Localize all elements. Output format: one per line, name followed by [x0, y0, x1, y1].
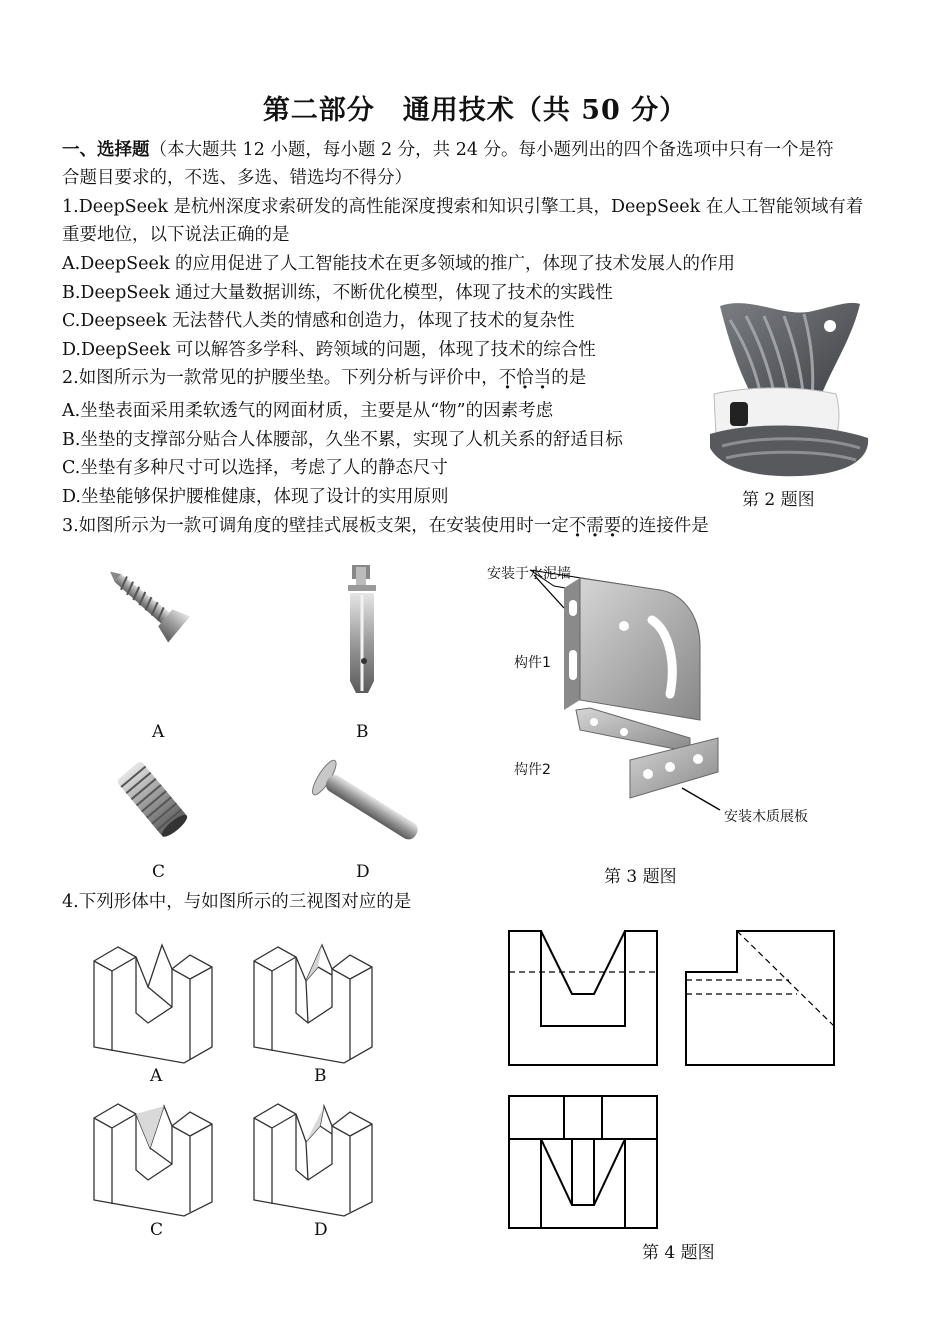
- q3-label-a: A: [152, 722, 165, 742]
- q3-label-b: B: [356, 722, 369, 742]
- q2-emphasis-2: 恰: [516, 368, 534, 388]
- q3-set-screw-image: [112, 758, 192, 840]
- q2-stem-pre: 2.如图所示为一款常见的护腰坐垫。下列分析与评价中，: [62, 368, 499, 388]
- q2-emphasis-1: 不: [498, 368, 517, 388]
- q4-side-view: [685, 930, 835, 1066]
- q1-stem-line1: 1.DeepSeek 是杭州深度求索研发的高性能深度搜索和知识引擎工具，DeepSeek 在人工智能领域有着: [62, 197, 864, 217]
- q3-stem-pre: 3.如图所示为一款可调角度的壁挂式展板支架，在安装使用时一定: [62, 516, 569, 536]
- q3-callout-part1: 构件1: [514, 655, 551, 671]
- q4-label-d: D: [314, 1220, 328, 1240]
- q3-label-d: D: [356, 862, 370, 882]
- section-note-line2: 合题目要求的，不选、多选、错选均不得分）: [62, 168, 412, 188]
- q2-figure-caption: 第 2 题图: [742, 490, 815, 510]
- q3-screw-image: [100, 560, 200, 650]
- q3-callout-part2: 构件2: [514, 762, 551, 778]
- q4-figure-caption: 第 4 题图: [642, 1243, 715, 1263]
- q3-figure-caption: 第 3 题图: [604, 867, 677, 887]
- q3-emphasis-3: 要: [603, 516, 622, 536]
- q1-option-c: C.Deepseek 无法替代人类的情感和创造力，体现了技术的复杂性: [62, 311, 575, 331]
- q2-option-a: A.坐垫表面采用柔软透气的网面材质，主要是从“物”的因素考虑: [62, 401, 554, 421]
- q2-stem: [62, 364, 586, 392]
- q3-stem-post: 的连接件是: [621, 516, 709, 536]
- q3-label-c: C: [152, 862, 166, 882]
- q1-option-d: D.DeepSeek 可以解答多学科、跨领域的问题，体现了技术的综合性: [62, 340, 596, 360]
- q1-option-a: A.DeepSeek 的应用促进了人工智能技术在更多领域的推广，体现了技术发展人的作用: [62, 254, 736, 274]
- q2-emphasis-3: 当: [533, 368, 552, 388]
- q3-rivet-image: [305, 758, 430, 848]
- q4-option-c-solid: [88, 1092, 218, 1217]
- q3-callout-wall: 安装于水泥墙: [487, 566, 571, 582]
- q2-cushion-image: [700, 298, 875, 483]
- q4-front-view: [508, 930, 658, 1066]
- page-title: 第二部分 通用技术（共 50 分）: [262, 95, 688, 126]
- q4-option-b-solid: [248, 935, 378, 1065]
- q3-emphasis-1: 不: [568, 516, 587, 536]
- q4-option-d-solid: [248, 1092, 378, 1217]
- q1-option-b: B.DeepSeek 通过大量数据训练，不断优化模型，体现了技术的实践性: [62, 283, 613, 303]
- section-instructions: [62, 136, 834, 164]
- section-heading: 一、选择题: [62, 140, 150, 160]
- section-note-line1: （本大题共 12 小题，每小题 2 分，共 24 分。每小题列出的四个备选项中只有一个是符: [149, 140, 834, 160]
- q4-top-view: [508, 1095, 658, 1229]
- q3-stem: [62, 512, 709, 540]
- q2-stem-post: 的是: [551, 368, 587, 388]
- q4-label-a: A: [150, 1066, 163, 1086]
- q2-option-d: D.坐垫能够保护腰椎健康，体现了设计的实用原则: [62, 487, 449, 507]
- q2-option-c: C.坐垫有多种尺寸可以选择，考虑了人的静态尺寸: [62, 458, 448, 478]
- q2-option-b: B.坐垫的支撑部分贴合人体腰部，久坐不累，实现了人机关系的舒适目标: [62, 430, 623, 450]
- q3-callout-board: 安装木质展板: [724, 809, 808, 825]
- q3-expansion-bolt-image: [340, 565, 385, 695]
- q4-option-a-solid: [88, 935, 218, 1065]
- q1-stem-line2: 重要地位，以下说法正确的是: [62, 225, 290, 245]
- q4-stem: 4.下列形体中，与如图所示的三视图对应的是: [62, 892, 412, 912]
- q3-emphasis-2: 需: [586, 516, 604, 536]
- q3-bracket-drawing: [520, 560, 740, 820]
- q4-label-b: B: [314, 1066, 327, 1086]
- q4-label-c: C: [150, 1220, 164, 1240]
